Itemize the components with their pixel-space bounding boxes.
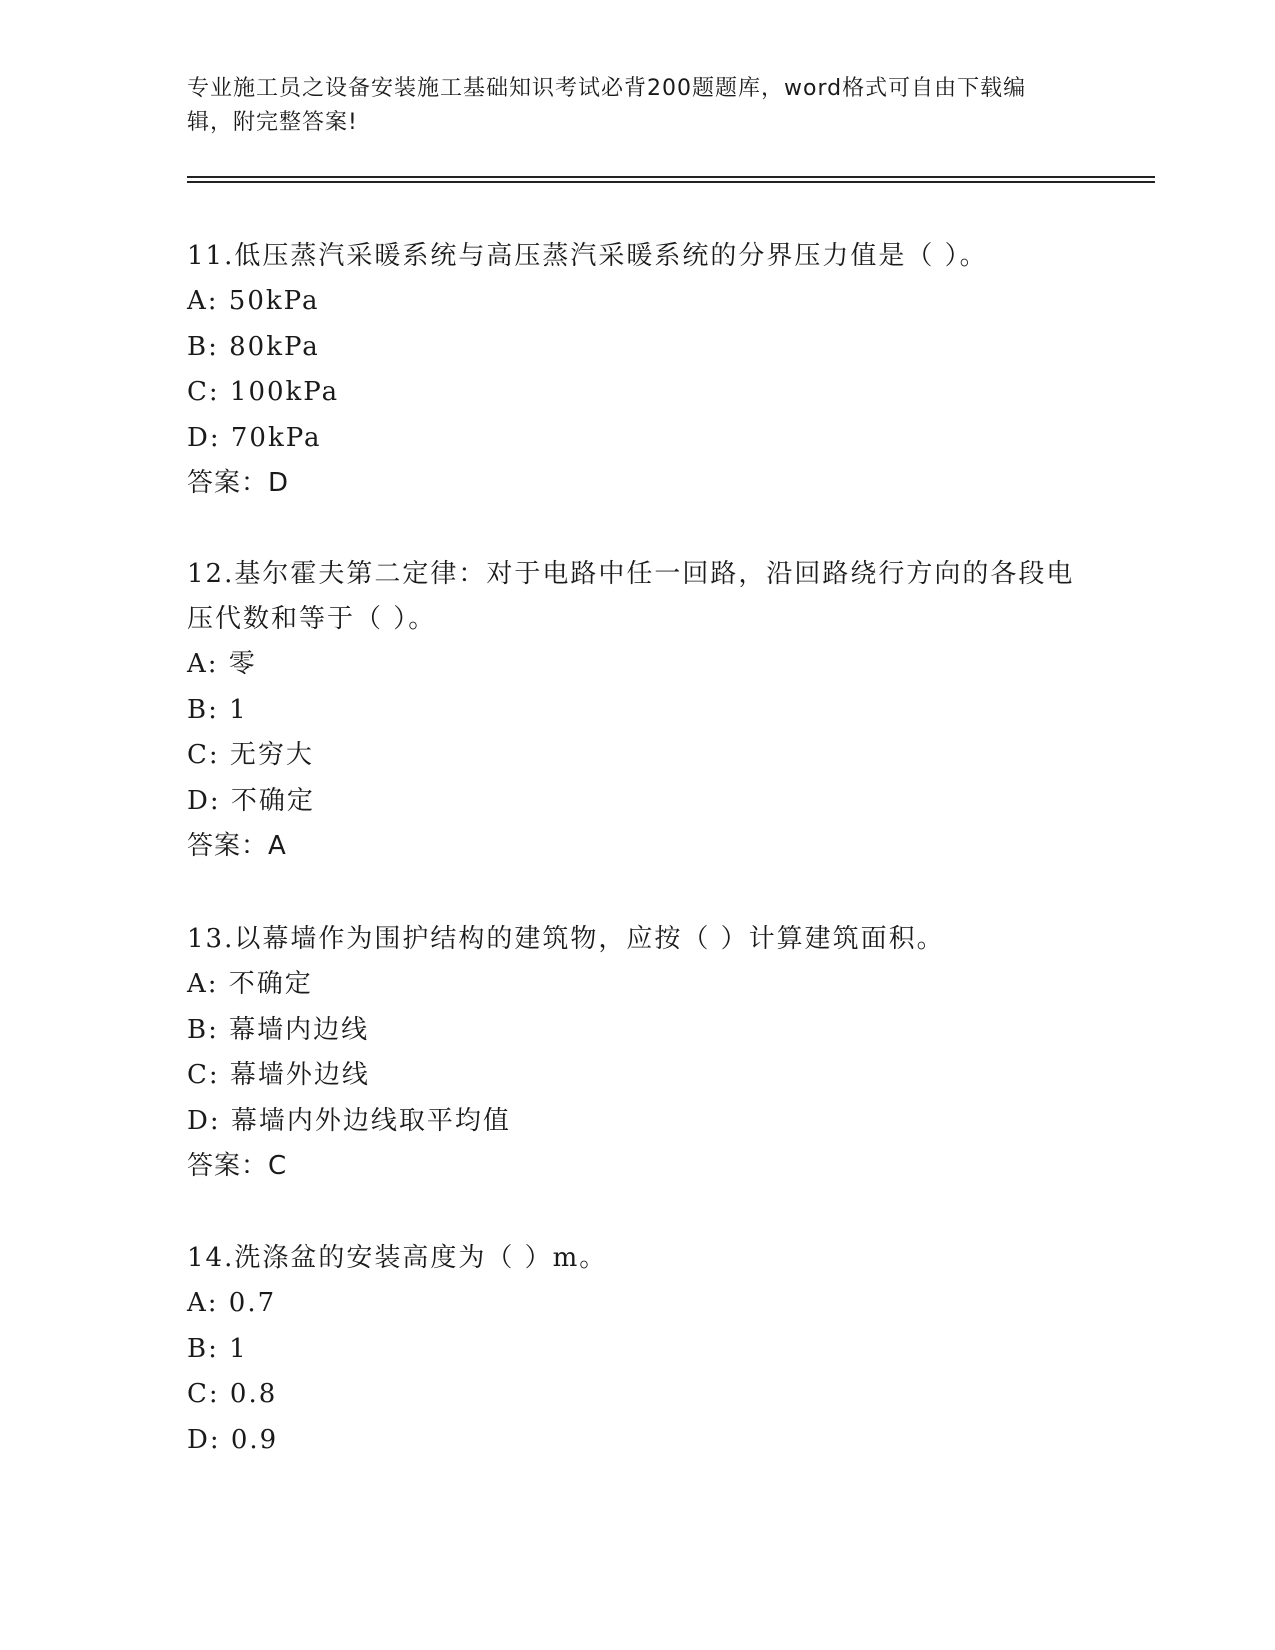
answer: 答案：A <box>187 831 287 861</box>
option-d: D: 70kPa <box>187 422 322 453</box>
option-c: C: 幕墙外边线 <box>187 1060 370 1090</box>
option-a: A: 50kPa <box>187 286 320 316</box>
option-c: C: 无穷大 <box>187 740 314 770</box>
question-text: 13.以幕墙作为围护结构的建筑物，应按（ ）计算建筑面积。 <box>187 924 945 954</box>
question-12 <box>187 552 1087 869</box>
option-a: A: 0.7 <box>187 1288 277 1318</box>
question-text: 12.基尔霍夫第二定律：对于电路中任一回路，沿回路绕行方向的各段电压代数和等于（ ）。 <box>187 559 1075 634</box>
option-d: D: 幕墙内外边线取平均值 <box>187 1105 511 1136</box>
document-header <box>187 72 1067 140</box>
option-b: B: 1 <box>187 694 248 725</box>
answer: 答案：C <box>187 1151 288 1181</box>
question-13 <box>187 917 1087 1189</box>
option-d: D: 不确定 <box>187 785 315 816</box>
question-11 <box>187 234 1087 506</box>
option-a: A: 零 <box>187 649 257 679</box>
answer: 答案：D <box>187 468 290 498</box>
option-c: C: 0.8 <box>187 1379 278 1409</box>
question-text: 14.洗涤盆的安装高度为（ ）m。 <box>187 1243 608 1273</box>
header-divider-top <box>187 176 1155 178</box>
option-a: A: 不确定 <box>187 969 313 999</box>
question-text: 11.低压蒸汽采暖系统与高压蒸汽采暖系统的分界压力值是（ ）。 <box>187 241 988 271</box>
option-b: B: 1 <box>187 1333 248 1364</box>
header-divider-bottom <box>187 181 1155 183</box>
option-b: B: 80kPa <box>187 331 320 362</box>
option-c: C: 100kPa <box>187 377 340 407</box>
option-d: D: 0.9 <box>187 1424 279 1455</box>
option-b: B: 幕墙内边线 <box>187 1014 370 1045</box>
question-14 <box>187 1236 1087 1463</box>
document-title: 专业施工员之设备安装施工基础知识考试必背200题题库，word格式可自由下载编辑，附完整答案! <box>187 76 1027 135</box>
